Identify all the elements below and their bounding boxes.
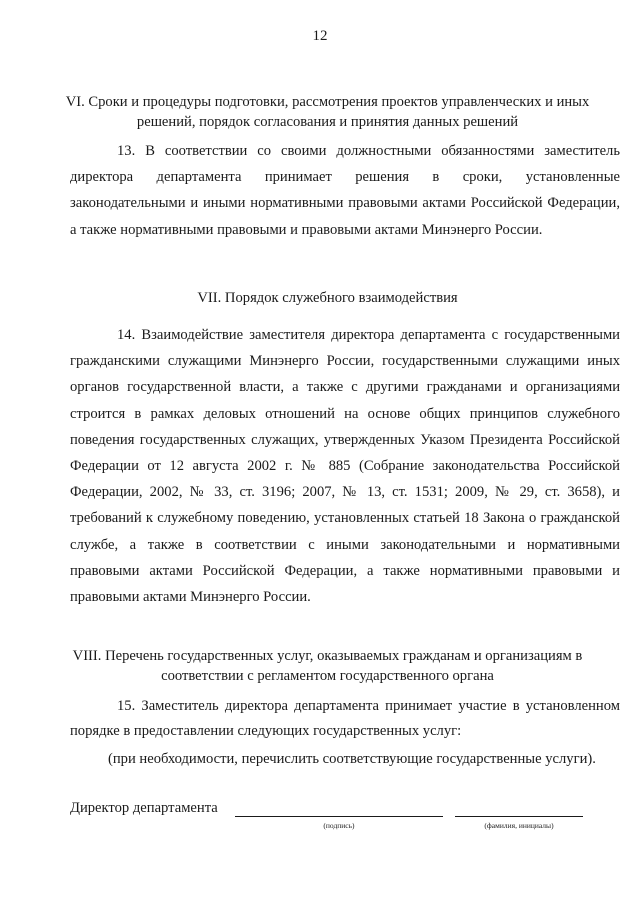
name-line xyxy=(455,816,583,817)
section-7-heading: VII. Порядок служебного взаимодействия xyxy=(197,290,458,306)
page-number: 12 xyxy=(312,28,328,44)
section-8-heading xyxy=(60,646,595,686)
section-6-heading-line2: решений, порядок согласования и принятия данных решений xyxy=(136,114,519,130)
services-note: (при необходимости, перечислить соответствующие государственные услуги). xyxy=(108,751,596,767)
section-6-heading xyxy=(60,92,595,132)
name-caption: (фамилия, инициалы) xyxy=(484,821,554,830)
signature-line xyxy=(235,816,443,817)
section-6-heading-line1: VI. Сроки и процедуры подготовки, рассмотрения проектов управленческих и иных xyxy=(65,94,590,110)
signature-block xyxy=(70,800,620,840)
section-8-heading-line1: VIII. Перечень государственных услуг, оказываемых гражданам и организациям в xyxy=(72,648,583,664)
paragraph-15: 15. Заместитель директора департамента принимает участие в установленном порядке в предоставлении следующих государственных услуг: xyxy=(70,698,620,739)
paragraph-14: 14. Взаимодействие заместителя директора департамента с государственными гражданскими служащими Минэнерго России, государственными служащими иных органов государственной власти, а также с другими гражданами и организациями строится в рамках деловых отношений на основе общих принципов служебного поведения государственных служащих, утвержденных Указом Президента Российской Федерации от 12 августа 2002 г. № 885 (Собрание законодательства Российской Федерации, 2002, № 33, ст. 3196; 2007, № 13, ст. 1531; 2009, № 29, ст. 3658), и требований к служебному поведению, установленных статьей 18 Закона о гражданской службе, а также в соответствии с иными законодательными и нормативными правовыми актами Российской Федерации, а также нормативными правовыми и правовыми актами Минэнерго России. xyxy=(70,327,620,606)
signature-caption: (подпись) xyxy=(323,821,355,830)
paragraph-13: 13. В соответствии со своими должностными обязанностями заместитель директора департамента принимает решения в сроки, установленные законодательными и иными нормативными правовыми актами Российской Федерации, а также нормативными правовыми и правовыми актами Минэнерго России. xyxy=(70,143,620,238)
signatory-title: Директор департамента xyxy=(70,800,218,816)
section-8-heading-line2: соответствии с регламентом государственного органа xyxy=(161,668,494,684)
